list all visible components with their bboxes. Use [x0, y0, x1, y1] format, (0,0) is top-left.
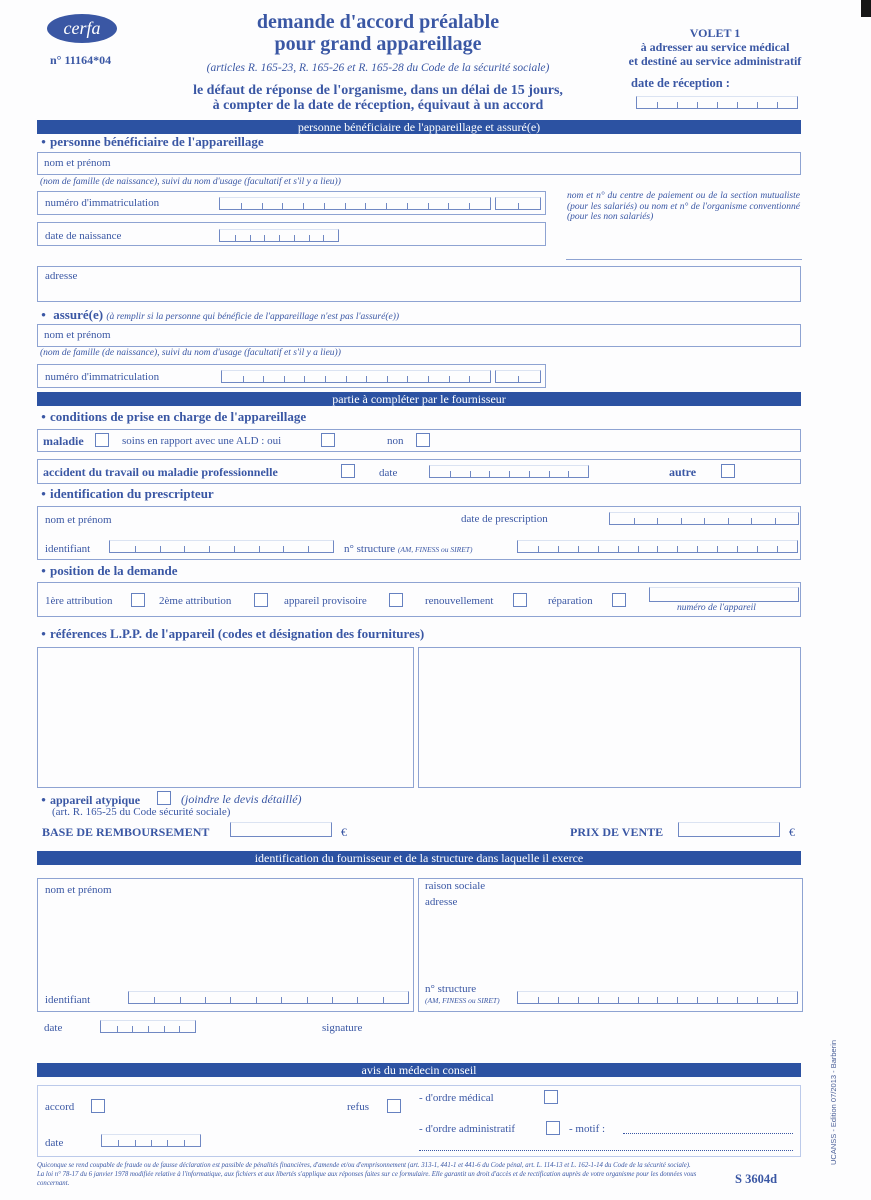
payment-center-note: nom et n° du centre de paiement ou de la section mutualiste (pour les salariés) ou nom et n° de l'organisme conventionné (pour les non salariés): [567, 191, 800, 222]
digit-cell[interactable]: [282, 198, 303, 209]
digit-cell[interactable]: [262, 198, 283, 209]
form-code: S 3604d: [735, 1172, 778, 1186]
digit-cell[interactable]: [117, 1021, 133, 1032]
digit-cell[interactable]: [448, 198, 469, 209]
band-beneficiary: personne bénéficiaire de l'appareillage et assuré(e): [37, 120, 801, 134]
heading-conditions: • conditions de prise en charge de l'appareillage: [37, 409, 306, 424]
digit-cell[interactable]: [407, 371, 428, 382]
supplier-structure-label: n° structure: [425, 983, 477, 995]
digit-cell[interactable]: [386, 198, 407, 209]
administrative-reason-checkbox[interactable]: [546, 1121, 560, 1135]
digit-cell[interactable]: [638, 541, 658, 552]
insured-immatriculation-key[interactable]: [495, 370, 541, 383]
digit-cell[interactable]: [279, 230, 294, 241]
digit-cell[interactable]: [681, 513, 705, 524]
opinion-date-digits[interactable]: [101, 1134, 201, 1147]
form-number: n° 11164*04: [50, 53, 112, 67]
digit-cell[interactable]: [558, 541, 578, 552]
digit-cell[interactable]: [230, 992, 255, 1003]
digit-cell[interactable]: [610, 513, 634, 524]
digit-cell[interactable]: [308, 541, 333, 552]
device-number-label: numéro de l'appareil: [677, 603, 756, 613]
digit-cell[interactable]: [657, 513, 681, 524]
heading-insured-text: assuré(e): [53, 307, 104, 322]
heading-prescriber: • identification du prescripteur: [37, 486, 214, 501]
prescriber-identifier-label: identifiant: [45, 543, 91, 555]
heading-beneficiary: • personne bénéficiaire de l'appareillage: [37, 134, 264, 149]
beneficiary-birthdate-field: [37, 222, 546, 246]
reason-line-2[interactable]: [419, 1150, 793, 1151]
atypical-device-article: (art. R. 165-25 du Code sécurité sociale): [52, 806, 231, 818]
digit-cell[interactable]: [518, 541, 538, 552]
beneficiary-immatriculation-field: [37, 191, 546, 215]
digit-cell[interactable]: [697, 541, 717, 552]
digit-cell[interactable]: [234, 541, 259, 552]
digit-cell[interactable]: [324, 198, 345, 209]
digit-cell[interactable]: [697, 992, 717, 1003]
digit-cell[interactable]: [775, 513, 799, 524]
digit-cell[interactable]: [241, 198, 262, 209]
digit-cell[interactable]: [184, 1135, 200, 1146]
reason-line-1[interactable]: [623, 1133, 793, 1134]
insured-name-hint: (nom de famille (de naissance), suivi du nom d'usage (facultatif et s'il y a lieu)): [40, 348, 341, 358]
digit-cell[interactable]: [118, 1135, 134, 1146]
other-label: autre: [669, 465, 697, 479]
digit-cell[interactable]: [717, 97, 737, 108]
digit-cell[interactable]: [518, 371, 540, 382]
digit-cell[interactable]: [496, 371, 518, 382]
digit-cell[interactable]: [148, 1021, 164, 1032]
digit-cell[interactable]: [538, 992, 558, 1003]
supplier-identifier-label: identifiant: [45, 994, 91, 1006]
digit-cell[interactable]: [110, 541, 135, 552]
scan-edge-mark: [861, 0, 871, 17]
digit-cell[interactable]: [332, 992, 357, 1003]
supplier-structure-digits[interactable]: [517, 991, 798, 1004]
insured-immatriculation-label: numéro d'immatriculation: [45, 371, 160, 383]
ald-yes-label: soins en rapport avec une ALD : oui: [122, 435, 282, 447]
digit-cell[interactable]: [558, 992, 578, 1003]
digit-cell[interactable]: [777, 992, 797, 1003]
reception-date-label: date de réception :: [631, 76, 730, 90]
medical-reason-label: - d'ordre médical: [419, 1092, 494, 1104]
legal-articles: (articles R. 165-23, R. 165-26 et R. 165-28 du Code de la sécurité sociale): [206, 62, 550, 74]
digit-cell[interactable]: [469, 198, 490, 209]
digit-cell[interactable]: [677, 97, 697, 108]
supplier-date-label: date: [44, 1022, 63, 1034]
sale-price-label: PRIX DE VENTE: [570, 825, 664, 839]
reception-date-digits[interactable]: [636, 96, 798, 109]
second-attribution-label: 2ème attribution: [159, 595, 232, 607]
device-number-field[interactable]: [649, 587, 799, 602]
digit-cell[interactable]: [151, 1135, 167, 1146]
band-supplier-part: partie à compléter par le fournisseur: [37, 392, 801, 406]
cerfa-logo: [47, 14, 117, 43]
sale-price-currency: €: [789, 825, 795, 839]
digit-cell[interactable]: [294, 230, 309, 241]
accident-date-label: date: [379, 467, 398, 479]
atypical-device-label: • appareil atypique: [37, 792, 140, 808]
volet-number: VOLET 1: [689, 26, 741, 40]
digit-cell[interactable]: [222, 371, 243, 382]
digit-cell[interactable]: [657, 541, 677, 552]
digit-cell[interactable]: [638, 992, 658, 1003]
digit-cell[interactable]: [132, 1021, 148, 1032]
agreement-label: accord: [45, 1101, 75, 1113]
digit-cell[interactable]: [509, 466, 529, 477]
digit-cell[interactable]: [757, 992, 777, 1003]
digit-cell[interactable]: [737, 541, 757, 552]
digit-cell[interactable]: [518, 992, 538, 1003]
request-position-row: [37, 582, 801, 617]
beneficiary-address-field[interactable]: [37, 266, 801, 302]
first-attribution-label: 1ère attribution: [45, 595, 113, 607]
digit-cell[interactable]: [704, 513, 728, 524]
digit-cell[interactable]: [263, 371, 284, 382]
edition-vertical-text: UCANSS - Edition 07/2013 - Barberin: [829, 1039, 838, 1165]
digit-cell[interactable]: [450, 466, 470, 477]
digit-cell[interactable]: [489, 466, 509, 477]
digit-cell[interactable]: [529, 466, 549, 477]
accident-date-digits[interactable]: [429, 465, 589, 478]
form-title-line-1: demande d'accord préalable: [256, 11, 500, 33]
beneficiary-name-label: nom et prénom: [44, 157, 111, 169]
digit-cell[interactable]: [578, 541, 598, 552]
digit-cell[interactable]: [777, 541, 797, 552]
company-name-label: raison sociale: [425, 880, 486, 892]
digit-cell[interactable]: [538, 541, 558, 552]
digit-cell[interactable]: [184, 541, 209, 552]
illness-checkbox[interactable]: [95, 433, 109, 447]
digit-cell[interactable]: [657, 97, 677, 108]
work-accident-label: accident du travail ou maladie professionnelle: [43, 465, 278, 479]
form-title: [178, 11, 578, 55]
supplier-identifier-digits[interactable]: [128, 991, 409, 1004]
volet-block: [605, 26, 825, 68]
conditions-illness-row: [37, 429, 801, 452]
ald-no-checkbox[interactable]: [416, 433, 430, 447]
digit-cell[interactable]: [634, 513, 658, 524]
beneficiary-immatriculation-label: numéro d'immatriculation: [45, 197, 160, 209]
legal-data-protection-notice: La loi n° 78-17 du 6 janvier 1978 modifiée relative à l'informatique, aux fichiers et aux libertés s'applique aux réponses faites sur ce formulaire. Elle garantit un droit d'accès et de rectification auprès de votre organisme pour les données vous concernant.: [37, 1171, 697, 1187]
digit-cell[interactable]: [618, 541, 638, 552]
conditions-accident-row: [37, 459, 801, 484]
prescriber-structure-label: [344, 543, 472, 556]
digit-cell[interactable]: [284, 371, 305, 382]
digit-cell[interactable]: [469, 371, 490, 382]
beneficiary-birthdate-label: date de naissance: [45, 230, 122, 242]
company-address-label: adresse: [425, 896, 458, 908]
cerfa-logo-text: cerfa: [63, 18, 101, 38]
sale-price-field[interactable]: [678, 822, 780, 837]
illness-label: maladie: [43, 434, 84, 448]
digit-cell[interactable]: [281, 992, 306, 1003]
reason-label: - motif :: [569, 1123, 606, 1135]
tacit-agreement-notice: [146, 83, 610, 113]
repair-label: réparation: [548, 595, 593, 607]
provisional-device-checkbox[interactable]: [389, 593, 403, 607]
digit-cell[interactable]: [777, 97, 797, 108]
digit-cell[interactable]: [518, 198, 540, 209]
renewal-label: renouvellement: [425, 595, 494, 607]
digit-cell[interactable]: [129, 992, 154, 1003]
beneficiary-birthdate-digits[interactable]: [219, 229, 339, 242]
digit-cell[interactable]: [323, 230, 338, 241]
beneficiary-immatriculation-key[interactable]: [495, 197, 541, 210]
supplier-structure-field[interactable]: [418, 878, 803, 1012]
digit-cell[interactable]: [235, 230, 250, 241]
volet-line-2: et destiné au service administratif: [628, 54, 802, 68]
digit-cell[interactable]: [102, 1135, 118, 1146]
renewal-checkbox[interactable]: [513, 593, 527, 607]
atypical-device-note: (joindre le devis détaillé): [181, 792, 302, 806]
digit-cell[interactable]: [568, 466, 588, 477]
opinion-date-label: date: [45, 1137, 64, 1149]
other-checkbox[interactable]: [721, 464, 735, 478]
digit-cell[interactable]: [135, 541, 160, 552]
ald-yes-checkbox[interactable]: [321, 433, 335, 447]
digit-cell[interactable]: [757, 541, 777, 552]
digit-cell[interactable]: [428, 198, 449, 209]
digit-cell[interactable]: [757, 97, 777, 108]
digit-cell[interactable]: [677, 992, 697, 1003]
digit-cell[interactable]: [101, 1021, 117, 1032]
digit-cell[interactable]: [220, 198, 241, 209]
supplier-person-field[interactable]: [37, 878, 414, 1012]
beneficiary-immatriculation-digits[interactable]: [219, 197, 491, 210]
digit-cell[interactable]: [357, 992, 382, 1003]
digit-cell[interactable]: [307, 992, 332, 1003]
digit-cell[interactable]: [205, 992, 230, 1003]
digit-cell[interactable]: [598, 992, 618, 1003]
digit-cell[interactable]: [283, 541, 308, 552]
reimbursement-currency: €: [341, 825, 347, 839]
digit-cell[interactable]: [598, 541, 618, 552]
insured-immatriculation-digits[interactable]: [221, 370, 491, 383]
beneficiary-name-hint: (nom de famille (de naissance), suivi du nom d'usage (facultatif et s'il y a lieu)): [40, 177, 341, 187]
digit-cell[interactable]: [717, 541, 737, 552]
payment-center-line[interactable]: [566, 259, 802, 260]
repair-checkbox[interactable]: [612, 593, 626, 607]
prescriber-structure-text: n° structure: [344, 543, 396, 555]
digit-cell[interactable]: [304, 371, 325, 382]
digit-cell[interactable]: [677, 541, 697, 552]
digit-cell[interactable]: [160, 541, 185, 552]
digit-cell[interactable]: [470, 466, 490, 477]
digit-cell[interactable]: [264, 230, 279, 241]
legal-fraud-notice: Quiconque se rend coupable de fraude ou de fausse déclaration est passible de pénalités financières, d'amende et/ou d'emprisonnement (art. 313-1, 441-1 et 441-6 du Code pénal, art. L. 114-13 et L. 162-1-14 du Code de la sécurité sociale).: [37, 1162, 691, 1169]
digit-cell[interactable]: [325, 371, 346, 382]
digit-cell[interactable]: [637, 97, 657, 108]
first-attribution-checkbox[interactable]: [131, 593, 145, 607]
digit-cell[interactable]: [309, 230, 324, 241]
refusal-label: refus: [347, 1101, 369, 1113]
reimbursement-base-field[interactable]: [230, 822, 332, 837]
digit-cell[interactable]: [259, 541, 284, 552]
digit-cell[interactable]: [243, 371, 264, 382]
heading-lpp-references: • références L.P.P. de l'appareil (codes et désignation des fournitures): [37, 626, 424, 641]
provisional-device-label: appareil provisoire: [284, 595, 367, 607]
digit-cell[interactable]: [618, 992, 638, 1003]
digit-cell[interactable]: [728, 513, 752, 524]
prescriber-structure-hint: (AM, FINESS ou SIRET): [397, 545, 473, 554]
heading-request-position: • position de la demande: [37, 563, 178, 578]
second-attribution-checkbox[interactable]: [254, 593, 268, 607]
insured-name-field[interactable]: [37, 324, 801, 347]
digit-cell[interactable]: [697, 97, 717, 108]
insured-name-label: nom et prénom: [44, 329, 111, 341]
administrative-reason-label: - d'ordre administratif: [419, 1123, 516, 1135]
digit-cell[interactable]: [167, 1135, 183, 1146]
digit-cell[interactable]: [387, 371, 408, 382]
digit-cell[interactable]: [250, 230, 265, 241]
beneficiary-address-label: adresse: [45, 270, 78, 282]
heading-insured-note: (à remplir si la personne qui bénéficie de l'appareillage n'est pas l'assuré(e)): [106, 312, 400, 322]
medical-opinion-box: [37, 1085, 801, 1157]
ald-no-label: non: [387, 435, 404, 447]
agreement-checkbox[interactable]: [91, 1099, 105, 1113]
digit-cell[interactable]: [345, 198, 366, 209]
beneficiary-name-field[interactable]: [37, 152, 801, 175]
digit-cell[interactable]: [256, 992, 281, 1003]
digit-cell[interactable]: [737, 97, 757, 108]
digit-cell[interactable]: [717, 992, 737, 1003]
digit-cell[interactable]: [430, 466, 450, 477]
prescription-date-label: date de prescription: [461, 513, 548, 525]
notice-line-2: à compter de la date de réception, équivaut à un accord: [212, 98, 544, 113]
medical-reason-checkbox[interactable]: [544, 1090, 558, 1104]
digit-cell[interactable]: [751, 513, 775, 524]
digit-cell[interactable]: [366, 371, 387, 382]
digit-cell[interactable]: [365, 198, 386, 209]
digit-cell[interactable]: [737, 992, 757, 1003]
supplier-date-digits[interactable]: [100, 1020, 196, 1033]
reimbursement-base-label: BASE DE REMBOURSEMENT: [42, 825, 210, 839]
prescriber-structure-digits[interactable]: [517, 540, 798, 553]
refusal-checkbox[interactable]: [387, 1099, 401, 1113]
prescription-date-digits[interactable]: [609, 512, 799, 525]
digit-cell[interactable]: [549, 466, 569, 477]
lpp-codes-field[interactable]: [37, 647, 414, 788]
atypical-device-checkbox[interactable]: [157, 791, 171, 805]
form-title-line-2: pour grand appareillage: [274, 33, 482, 55]
insured-immatriculation-field: [37, 364, 546, 388]
digit-cell[interactable]: [179, 1021, 195, 1032]
work-accident-checkbox[interactable]: [341, 464, 355, 478]
supplier-signature-label: signature: [322, 1022, 363, 1034]
prescriber-field[interactable]: [37, 506, 801, 560]
digit-cell[interactable]: [657, 992, 677, 1003]
digit-cell[interactable]: [303, 198, 324, 209]
band-medical-opinion: avis du médecin conseil: [37, 1063, 801, 1077]
digit-cell[interactable]: [135, 1135, 151, 1146]
digit-cell[interactable]: [209, 541, 234, 552]
band-supplier-identification: identification du fournisseur et de la structure dans laquelle il exerce: [37, 851, 801, 865]
digit-cell[interactable]: [383, 992, 408, 1003]
digit-cell[interactable]: [428, 371, 449, 382]
notice-line-1: le défaut de réponse de l'organisme, dans un délai de 15 jours,: [193, 83, 563, 98]
digit-cell[interactable]: [578, 992, 598, 1003]
digit-cell[interactable]: [154, 992, 179, 1003]
digit-cell[interactable]: [164, 1021, 180, 1032]
digit-cell[interactable]: [407, 198, 428, 209]
supplier-name-label: nom et prénom: [45, 884, 112, 896]
digit-cell[interactable]: [449, 371, 470, 382]
digit-cell[interactable]: [496, 198, 518, 209]
prescriber-name-label: nom et prénom: [45, 514, 112, 526]
volet-line-1: à adresser au service médical: [640, 40, 790, 54]
lpp-designation-field[interactable]: [418, 647, 801, 788]
heading-insured: [37, 307, 399, 325]
supplier-structure-hint: (AM, FINESS ou SIRET): [425, 996, 500, 1005]
digit-cell[interactable]: [220, 230, 235, 241]
digit-cell[interactable]: [180, 992, 205, 1003]
prescriber-identifier-digits[interactable]: [109, 540, 334, 553]
digit-cell[interactable]: [346, 371, 367, 382]
